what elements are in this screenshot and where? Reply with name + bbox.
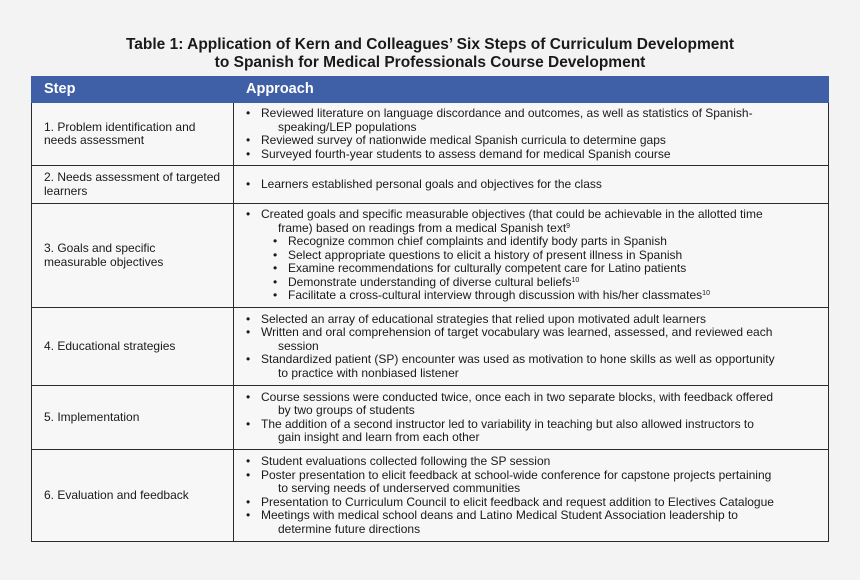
step-cell: 4. Educational strategies (32, 308, 234, 386)
bullet-item (242, 391, 820, 418)
bullet-item (242, 509, 820, 536)
bullet-continuation: determine future directions (278, 521, 421, 536)
approach-cell (234, 166, 829, 204)
table-row (32, 308, 829, 386)
bullet-text: Surveyed fourth-year students to assess demand for medical Spanish course (261, 146, 671, 161)
approach-cell (234, 204, 829, 308)
bullet-text: Meetings with medical school deans and Latino Medical Student Association leadership to (261, 508, 738, 522)
bullet-item (242, 353, 820, 380)
header-step: Step (32, 77, 234, 103)
bullet-continuation: to practice with nonbiased listener (278, 365, 459, 380)
bullet-continuation: by two groups of students (278, 403, 415, 417)
header-approach: Approach (234, 77, 829, 103)
bullet-item (242, 134, 820, 148)
bullet-item (242, 208, 820, 235)
bullet-item (242, 178, 820, 192)
table-title (0, 36, 860, 72)
continuation-text: frame) based on readings from a medical Spanish text (278, 220, 567, 235)
sub-bullet-list (242, 235, 820, 303)
citation-superscript: 10 (702, 290, 710, 298)
bullet-text: Learners established personal goals and objectives for the class (261, 176, 602, 191)
sub-bullet-item (242, 276, 820, 290)
sub-bullet-item (242, 289, 820, 303)
bullet-list (242, 107, 820, 161)
bullet-text: Poster presentation to elicit feedback at school-wide conference for capstone projects pertaining (261, 467, 772, 482)
bullet-item (242, 148, 820, 162)
curriculum-table (31, 76, 829, 542)
step-cell: 3. Goals and specific measurable objectives (32, 204, 234, 308)
approach-cell (234, 308, 829, 386)
bullet-text: Reviewed survey of nationwide medical Spanish curricula to determine gaps (261, 133, 666, 147)
header-row (32, 77, 829, 103)
bullet-text: Reviewed literature on language discordance and outcomes, as well as statistics of Spanish- (261, 106, 753, 120)
bullet-text: Written and oral comprehension of target vocabulary was learned, assessed, and reviewed each (261, 325, 773, 340)
bullet-item (242, 326, 820, 353)
bullet-text: The addition of a second instructor led to variability in teaching but also allowed instructors to (261, 416, 754, 431)
table-row (32, 103, 829, 166)
bullet-item (242, 455, 820, 469)
bullet-text: Created goals and specific measurable objectives (that could be achievable in the allotted time (261, 207, 763, 222)
step-cell: 5. Implementation (32, 386, 234, 450)
sub-bullet-item (242, 249, 820, 263)
table-row (32, 450, 829, 542)
sub-bullet-item (242, 262, 820, 276)
bullet-list (242, 208, 820, 235)
approach-cell (234, 386, 829, 450)
bullet-list (242, 178, 820, 192)
bullet-continuation: to serving needs of underserved communities (278, 481, 521, 495)
table-title-line-2: to Spanish for Medical Professionals Course Development (214, 54, 646, 71)
bullet-text: Presentation to Curriculum Council to elicit feedback and request addition to Electives Catalogue (261, 494, 774, 509)
sub-bullet-text: Recognize common chief complaints and identify body parts in Spanish (288, 234, 667, 249)
bullet-text: Standardized patient (SP) encounter was used as motivation to hone skills as well as opportunity (261, 352, 775, 367)
bullet-text: Selected an array of educational strategies that relied upon motivated adult learners (261, 311, 706, 326)
bullet-continuation (261, 222, 820, 236)
sub-bullet-text: Select appropriate questions to elicit a history of present illness in Spanish (288, 247, 683, 262)
sub-bullet-item (242, 235, 820, 249)
bullet-item (242, 107, 820, 134)
step-cell: 2. Needs assessment of targeted learners (32, 166, 234, 204)
table-row (32, 166, 829, 204)
bullet-continuation: session (278, 338, 319, 353)
bullet-list (242, 313, 820, 381)
bullet-item (242, 469, 820, 496)
table-row (32, 386, 829, 450)
step-cell: 6. Evaluation and feedback (32, 450, 234, 542)
approach-cell (234, 103, 829, 166)
table-title-line-1: Table 1: Application of Kern and Colleagues’ Six Steps of Curriculum Development (125, 36, 735, 53)
citation-superscript: 9 (566, 222, 571, 230)
bullet-list (242, 391, 820, 445)
bullet-item (242, 313, 820, 327)
bullet-list (242, 455, 820, 536)
bullet-item (242, 418, 820, 445)
approach-cell (234, 450, 829, 542)
citation-superscript: 10 (571, 276, 580, 284)
bullet-continuation: speaking/LEP populations (278, 119, 417, 134)
step-cell: 1. Problem identification and needs assessment (32, 103, 234, 166)
sub-bullet-text: Demonstrate understanding of diverse cultural beliefs (288, 274, 572, 289)
sub-bullet-text: Facilitate a cross-cultural interview through discussion with his/her classmates (288, 288, 703, 303)
bullet-continuation: gain insight and learn from each other (278, 430, 480, 444)
table-row (32, 204, 829, 308)
bullet-item (242, 496, 820, 510)
sub-bullet-text: Examine recommendations for culturally competent care for Latino patients (288, 261, 687, 276)
bullet-text: Course sessions were conducted twice, once each in two separate blocks, with feedback offered (261, 389, 774, 404)
bullet-text: Student evaluations collected following the SP session (261, 454, 551, 468)
